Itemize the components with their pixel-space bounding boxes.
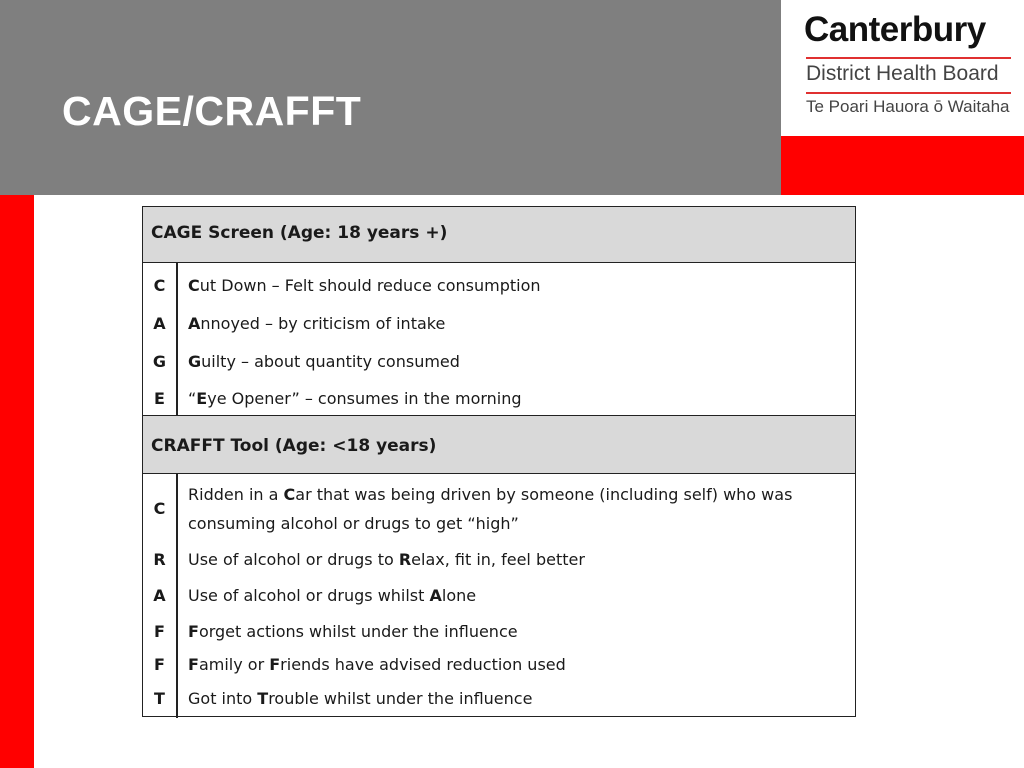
logo-subtitle: District Health Board	[806, 62, 999, 85]
row-text: Cut Down – Felt should reduce consumption	[188, 276, 541, 295]
row-text: Use of alcohol or drugs whilst Alone	[188, 586, 477, 605]
row-letter: C	[153, 499, 166, 518]
logo-divider	[806, 57, 1011, 59]
row-letter: T	[154, 689, 165, 708]
column-divider	[176, 263, 178, 415]
cage-heading: CAGE Screen (Age: 18 years +)	[151, 223, 448, 243]
logo-divider	[806, 92, 1011, 94]
row-letter: E	[154, 389, 165, 408]
row-text: “Eye Opener” – consumes in the morning	[188, 389, 522, 408]
accent-sidebar	[0, 195, 34, 768]
logo-name: Canterbury	[804, 10, 986, 49]
logo-maori-name: Te Poari Hauora ō Waitaha	[806, 97, 1010, 116]
row-letter: A	[153, 586, 166, 605]
row-text: Annoyed – by criticism of intake	[188, 314, 446, 333]
row-text: Ridden in a Car that was being driven by someone (including self) who was consuming alcohol or drugs to get “high”	[188, 485, 793, 533]
row-text: Family or Friends have advised reduction used	[188, 655, 566, 674]
row-letter: G	[152, 352, 167, 371]
row-text: Guilty – about quantity consumed	[188, 352, 460, 371]
row-letter: A	[153, 314, 166, 333]
row-letter: F	[154, 622, 165, 641]
screening-table	[142, 206, 856, 717]
row-letter: F	[154, 655, 165, 674]
crafft-heading: CRAFFT Tool (Age: <18 years)	[151, 436, 437, 456]
column-divider	[176, 474, 178, 718]
crafft-header	[143, 415, 855, 474]
row-text: Use of alcohol or drugs to Relax, fit in, feel better	[188, 550, 585, 569]
row-text: Forget actions whilst under the influence	[188, 622, 518, 641]
row-text: Got into Trouble whilst under the influence	[188, 689, 533, 708]
row-letter: C	[153, 276, 166, 295]
slide-title: CAGE/CRAFFT	[62, 88, 362, 134]
cage-header	[143, 207, 855, 263]
accent-block	[781, 136, 1024, 195]
row-letter: R	[153, 550, 166, 569]
